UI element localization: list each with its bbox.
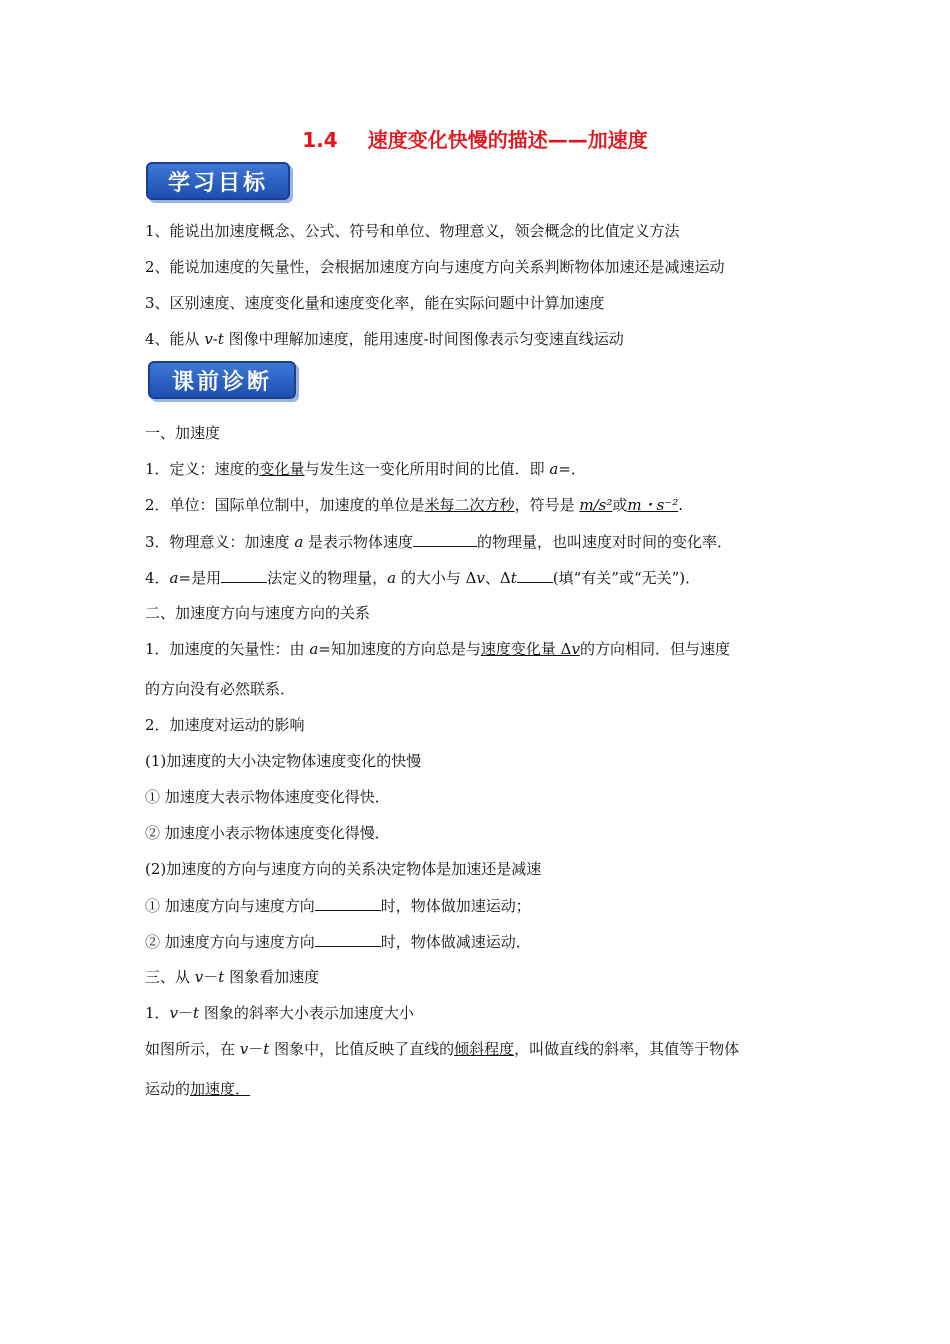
accelerate-line: ① 加速度方向与速度方向 时，物体做加速运动； — [145, 897, 531, 915]
ratio-line: 4．a=是用 法定义的物理量，a 的大小与 Δv、Δt (填“有关”或“无关”)． — [145, 569, 701, 587]
answer-underlined: 米每二次方秒 — [424, 496, 515, 514]
vector-line-cont: 的方向没有必然联系． — [145, 680, 296, 698]
fill-blank[interactable] — [315, 931, 381, 947]
effect-heading: 2．加速度对运动的影响 — [145, 716, 305, 734]
objective-3: 3、区别速度、速度变化量和速度变化率，能在实际问题中计算加速度 — [145, 294, 605, 312]
unit-symbol-2: m・s⁻² — [627, 496, 679, 514]
figure-line: 如图所示，在 v－t 图象中，比值反映了直线的倾斜程度，叫做直线的斜率，其值等于物体 — [145, 1040, 740, 1058]
diagnosis-badge: 课前诊断 — [148, 361, 296, 399]
objectives-badge: 学习目标 — [146, 162, 290, 200]
title-text: 速度变化快慢的描述——加速度 — [367, 128, 648, 152]
vt-variable: v-t — [204, 330, 224, 348]
section-3-heading: 三、从 v－t 图象看加速度 — [145, 968, 320, 986]
fill-blank[interactable] — [315, 895, 381, 911]
figure-line-cont: 运动的加速度． — [145, 1080, 251, 1098]
fill-blank[interactable] — [221, 567, 267, 583]
decelerate-line: ② 加速度方向与速度方向 时，物体做减速运动． — [145, 933, 531, 951]
magnitude-line: (1)加速度的大小决定物体速度变化的快慢 — [145, 752, 422, 770]
fast-line: ① 加速度大表示物体速度变化得快． — [145, 788, 390, 806]
objective-1: 1、能说出加速度概念、公式、符号和单位、物理意义，领会概念的比值定义方法 — [145, 222, 680, 240]
slope-line: 1．v－t 图象的斜率大小表示加速度大小 — [145, 1004, 414, 1022]
section-number: 1.4 — [302, 128, 338, 152]
section-2-heading: 二、加速度方向与速度方向的关系 — [145, 604, 371, 622]
vector-line: 1．加速度的矢量性：由 a=知加速度的方向总是与速度变化量 Δv的方向相同．但与速度 — [145, 640, 730, 658]
page-title — [0, 124, 950, 153]
unit-line: 2．单位：国际单位制中，加速度的单位是米每二次方秒，符号是 m/s²或m・s⁻². — [145, 496, 683, 514]
fill-blank[interactable] — [517, 567, 553, 583]
section-1-heading: 一、加速度 — [145, 424, 221, 442]
unit-symbol-1: m/s² — [579, 496, 613, 514]
answer-underlined: 变化量 — [259, 460, 305, 478]
objective-2: 2、能说加速度的矢量性，会根据加速度方向与速度方向关系判断物体加速还是减速运动 — [145, 258, 725, 276]
meaning-line: 3．物理意义：加速度 a 是表示物体速度 的物理量，也叫速度对时间的变化率． — [145, 533, 733, 551]
objective-4: 4、能从 v-t 图像中理解加速度，能用速度-时间图像表示匀变速直线运动 — [145, 330, 624, 348]
slow-line: ② 加速度小表示物体速度变化得慢． — [145, 824, 390, 842]
answer-underlined: 加速度． — [190, 1080, 251, 1098]
answer-underlined: 速度变化量 Δv — [480, 640, 580, 658]
fill-blank[interactable] — [413, 531, 477, 547]
direction-line: (2)加速度的方向与速度方向的关系决定物体是加速还是减速 — [145, 860, 542, 878]
answer-underlined: 倾斜程度 — [454, 1040, 515, 1058]
definition-line: 1．定义：速度的变化量与发生这一变化所用时间的比值．即 a=． — [145, 460, 586, 478]
